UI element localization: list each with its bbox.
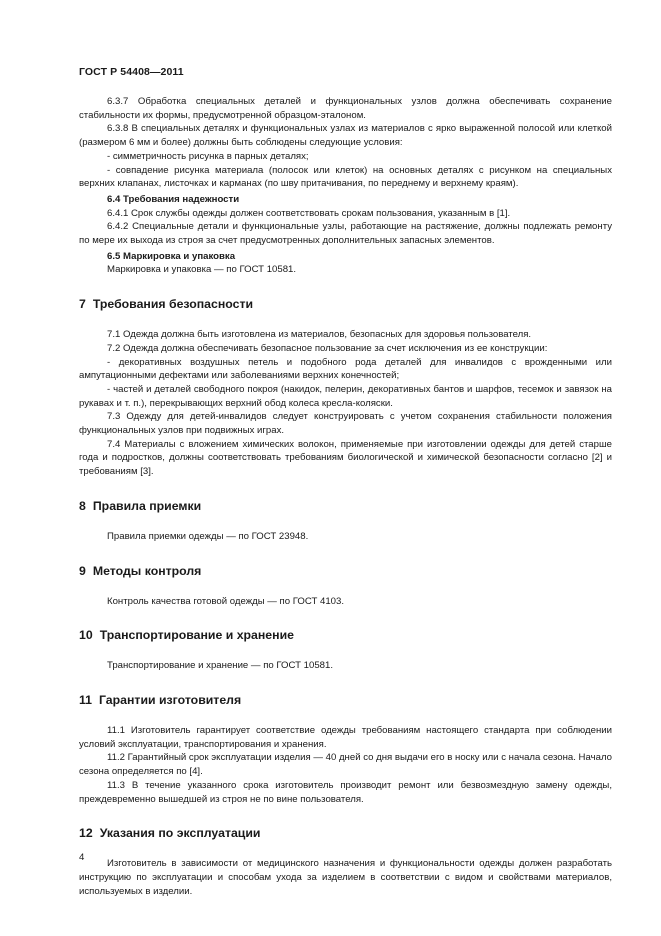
section-title: Правила приемки [92, 498, 202, 513]
paragraph: Маркировка и упаковка — по ГОСТ 10581. [107, 264, 297, 276]
paragraph: 7.2 Одежда должна обеспечивать безопасное пользование за счет исключения из ее конструкции: [107, 342, 548, 354]
section-heading [79, 693, 612, 708]
section-title: Требования безопасности [92, 297, 254, 312]
paragraph: 6.3.8 В специальных деталях и функциональных узлах из материалов с ярко выраженной полосой или клеткой (размером 6 мм и более) должны быть соблюдены следующие условия: [79, 123, 612, 149]
paragraph: 7.4 Материалы с вложением химических волокон, применяемые при изготовлении одежды для детей старше года и подростков, должны соответствовать требованиям биологической и химической безопасности согласно [2] и требованиям [3]. [79, 438, 612, 478]
paragraph: 6.4.2 Специальные детали и функциональные узлы, работающие на растяжение, должны подлежать ремонту по мере их выхода из строя за счет предусмотренных дополнительных запасных элементов. [79, 221, 612, 247]
paragraph: Правила приемки одежды — по ГОСТ 23948. [107, 530, 309, 542]
paragraph: 11.1 Изготовитель гарантирует соответствие одежды требованиям настоящего стандарта при соблюдении условий эксплуатации, транспортирования и хранения. [79, 724, 612, 750]
paragraph: - симметричность рисунка в парных деталях; [107, 150, 309, 162]
paragraph: Транспортирование и хранение — по ГОСТ 10581. [107, 660, 333, 672]
paragraph: 7.1 Одежда должна быть изготовлена из материалов, безопасных для здоровья пользователя. [107, 329, 532, 341]
paragraph: Изготовитель в зависимости от медицинского назначения и функциональности одежды должен разработать инструкцию по эксплуатации и способам ухода за изделием в соответствии с видом и свойствами материалов, используемых в изделии. [79, 858, 612, 897]
section-number: 11 [79, 692, 92, 707]
section-title: Методы контроля [92, 563, 202, 578]
paragraph: Контроль качества готовой одежды — по ГОСТ 4103. [107, 595, 345, 607]
section-title: Гарантии изготовителя [99, 692, 242, 707]
section-heading [79, 628, 612, 643]
section-number: 7 [79, 297, 86, 312]
subsection-heading: 6.5 Маркировка и упаковка [107, 250, 236, 262]
paragraph: 6.4.1 Срок службы одежды должен соответствовать срокам пользования, указанным в [1]. [107, 207, 511, 219]
paragraph: 7.3 Одежду для детей-инвалидов следует конструировать с учетом сохранения стабильности положения функциональных узлов при подвижных играх. [79, 411, 612, 437]
section-number: 9 [79, 563, 86, 578]
section-heading [79, 499, 612, 514]
section-heading [79, 826, 612, 841]
page-number: 4 [79, 852, 85, 863]
paragraph: 11.2 Гарантийный срок эксплуатации изделия — 40 дней со дня выдачи его в носку или с начала сезона. Начало сезона определяется по [4]. [79, 752, 612, 778]
paragraph: - совпадение рисунка материала (полосок или клеток) на основных деталях с рисунком на специальных верхних клапанах, листочках и карманах (по шву притачивания, по переднему и верхнему краям). [79, 164, 612, 190]
section-title: Транспортирование и хранение [99, 628, 294, 643]
paragraph: 11.3 В течение указанного срока изготовитель производит ремонт или безвозмездную замену одежды, преждевременно вышедшей из строя не по вине пользователя. [79, 779, 612, 805]
section-heading [79, 564, 612, 579]
paragraph: 6.3.7 Обработка специальных деталей и функциональных узлов должна обеспечивать сохранение стабильности их формы, предусмотренной образцом-эталоном. [79, 96, 612, 121]
document-body [79, 95, 612, 898]
section-title: Указания по эксплуатации [99, 826, 261, 841]
section-heading [79, 297, 612, 312]
section-number: 12 [79, 826, 93, 841]
document-header: ГОСТ Р 54408—2011 [79, 66, 184, 78]
paragraph: - декоративных воздушных петель и подобного рода деталей для инвалидов с врожденными или ампутационными дефектами или заболеваниями верхних конечностей; [79, 356, 612, 382]
section-number: 8 [79, 498, 86, 513]
paragraph: - частей и деталей свободного покроя (накидок, пелерин, декоративных бантов и шарфов, тесемок и завязок на рукавах и т. п.), перекрывающих верхний обод колеса кресла-коляски. [79, 383, 612, 409]
section-number: 10 [79, 628, 93, 643]
subsection-heading: 6.4 Требования надежности [107, 193, 240, 205]
